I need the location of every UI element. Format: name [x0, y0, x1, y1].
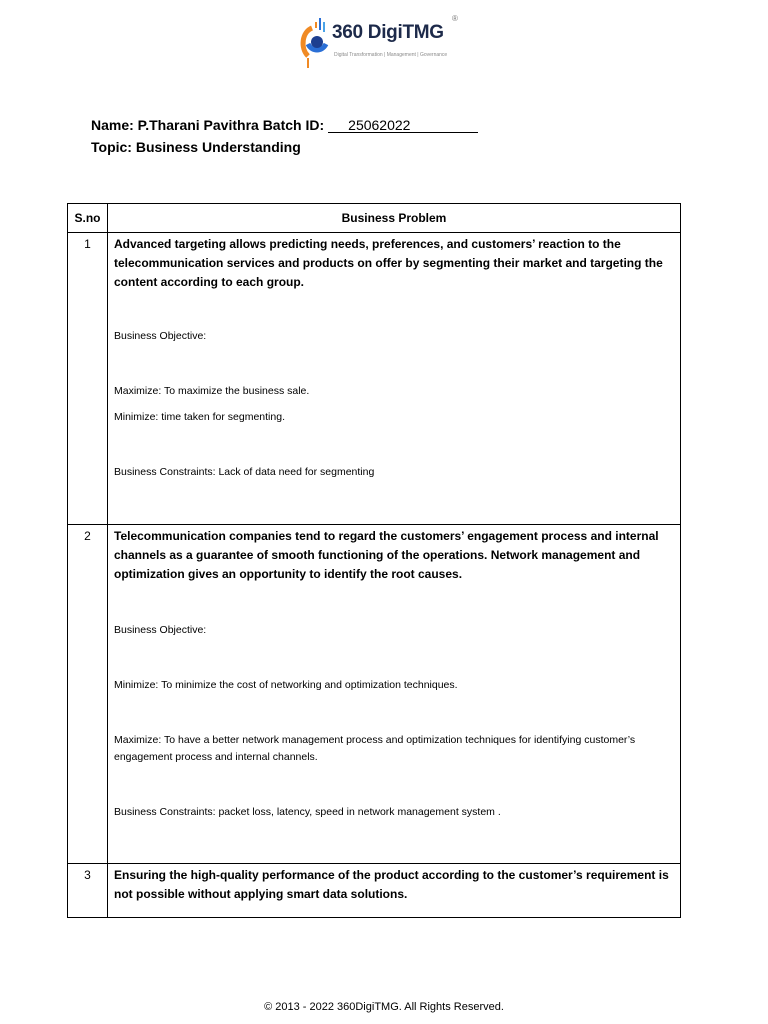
name-label: Name: P.Tharani Pavithra Batch ID:	[91, 117, 325, 133]
row-number: 2	[68, 525, 108, 864]
table-row	[68, 525, 681, 864]
problem-statement: Telecommunication companies tend to regard the customers’ engagement process and internal channels as a guarantee of smooth functioning of the operations. Network management and optimization gives an opportunity to identify the root causes.	[114, 529, 659, 581]
minimize-text: Minimize: To minimize the cost of networking and optimization techniques.	[114, 679, 458, 691]
logo-registered-mark: ®	[452, 14, 458, 23]
business-problem-table	[67, 203, 681, 918]
column-header-sno: S.no	[68, 204, 108, 233]
row-number: 3	[68, 864, 108, 918]
problem-cell	[108, 525, 681, 864]
logo-mark-icon	[298, 14, 332, 72]
problem-cell	[108, 864, 681, 918]
table-row	[68, 864, 681, 918]
topic-line: Topic: Business Understanding	[91, 139, 301, 155]
name-batch-line	[91, 117, 478, 133]
maximize-text: Maximize: To maximize the business sale.	[114, 385, 310, 397]
problem-statement: Advanced targeting allows predicting needs, preferences, and customers’ reaction to the telecommunication services and products on offer by segmenting their market and targeting the content according to each group.	[114, 237, 663, 289]
column-header-problem: Business Problem	[108, 204, 681, 233]
objective-label: Business Objective:	[114, 330, 207, 342]
copyright-footer: © 2013 - 2022 360DigiTMG. All Rights Reserved.	[264, 1001, 504, 1013]
maximize-text: Maximize: To have a better network management process and optimization techniques for identifying customer’s engagement process and internal channels.	[114, 734, 636, 763]
company-logo	[298, 14, 468, 72]
minimize-text: Minimize: time taken for segmenting.	[114, 411, 285, 423]
row-number: 1	[68, 233, 108, 525]
table-row	[68, 233, 681, 525]
table-header-row	[68, 204, 681, 233]
problem-statement: Ensuring the high-quality performance of the product according to the customer’s requirement is not possible without applying smart data solutions.	[114, 868, 669, 901]
constraints-text: Business Constraints: packet loss, latency, speed in network management system .	[114, 806, 501, 818]
logo-text: 360 DigiTMG	[332, 22, 444, 43]
constraints-text: Business Constraints: Lack of data need for segmenting	[114, 466, 375, 478]
logo-tagline: Digital Transformation | Management | Governance	[334, 52, 448, 58]
problem-cell	[108, 233, 681, 525]
batch-id-value: 25062022	[328, 118, 478, 133]
objective-label: Business Objective:	[114, 624, 207, 636]
